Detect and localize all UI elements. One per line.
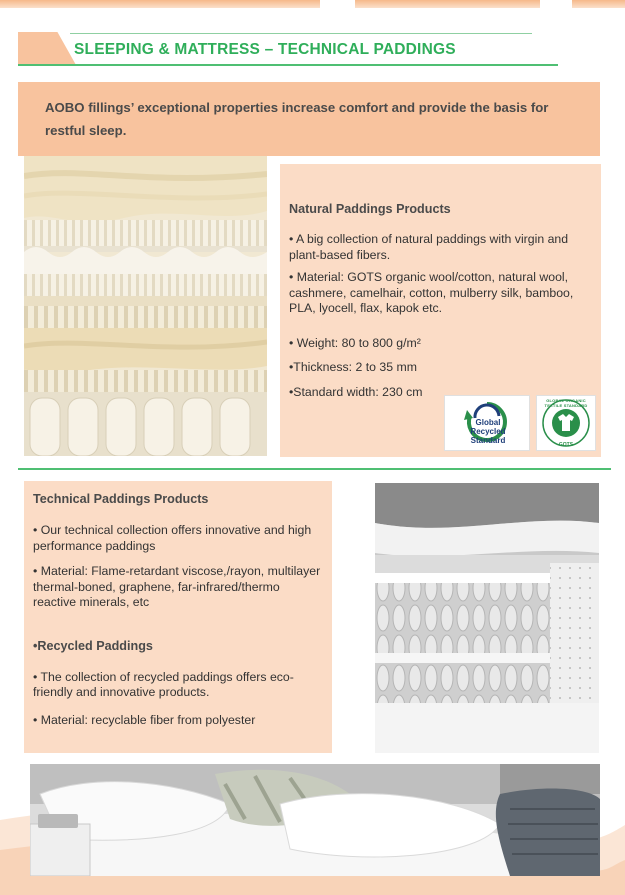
intro-text: AOBO fillings’ exceptional properties increase comfort and provide the basis for restful sleep. xyxy=(45,100,549,138)
gots-logo xyxy=(536,395,596,451)
mattress-cross-section-photo xyxy=(375,483,599,753)
top-strip-left xyxy=(0,0,320,8)
header-accent-tab xyxy=(18,32,76,65)
gots-short-text: GOTS xyxy=(558,442,574,448)
technical-paddings-heading: Technical Paddings Products xyxy=(33,492,209,506)
grs-line-2: Standard xyxy=(470,436,506,445)
header-rule-top xyxy=(70,33,532,34)
layered-paddings-illustration xyxy=(24,156,267,456)
natural-paddings-heading: Natural Paddings Products xyxy=(289,202,451,216)
mattress-cross-section-illustration xyxy=(375,483,599,753)
section-divider xyxy=(18,468,611,470)
gots-arc-text: GLOBAL ORGANIC TEXTILE STANDARD xyxy=(544,398,588,408)
natural-item-width: •Standard width: 230 cm xyxy=(289,384,423,399)
header-rule-bottom xyxy=(18,64,558,66)
bed-illustration xyxy=(30,764,600,876)
page-title: SLEEPING & MATTRESS – TECHNICAL PADDINGS xyxy=(74,41,456,58)
natural-item-material: • Material: GOTS organic wool/cotton, natural wool, cashmere, camelhair, cotton, mulberry silk, bamboo, PLA, lyocell, flax, kapok etc. xyxy=(289,270,574,315)
global-recycled-standard-logo xyxy=(444,395,530,451)
layered-paddings-photo xyxy=(24,156,267,456)
recycled-paddings-heading: •Recycled Paddings xyxy=(33,638,153,653)
recycled-item-material: • Material: recyclable fiber from polyester xyxy=(33,712,256,727)
technical-paddings-box xyxy=(24,481,332,753)
technical-item-collection: • Our technical collection offers innovative and high performance paddings xyxy=(33,523,312,553)
top-strip-right xyxy=(572,0,625,8)
technical-item-material: • Material: Flame-retardant viscose,/rayon, multilayer thermal-boned, graphene, far-infrared/thermo reactive minerals, etc xyxy=(33,564,321,609)
grs-line-1: Global Recycled xyxy=(470,418,506,436)
bed-pillows-photo xyxy=(30,764,600,876)
recycled-item-collection: • The collection of recycled paddings offers eco-friendly and innovative products. xyxy=(33,669,294,699)
top-strip-middle xyxy=(355,0,540,8)
natural-item-weight: • Weight: 80 to 800 g/m² xyxy=(289,335,421,350)
natural-item-collection: • A big collection of natural paddings with virgin and plant-based fibers. xyxy=(289,232,569,262)
natural-item-thickness: •Thickness: 2 to 35 mm xyxy=(289,360,418,374)
intro-banner xyxy=(18,82,600,156)
